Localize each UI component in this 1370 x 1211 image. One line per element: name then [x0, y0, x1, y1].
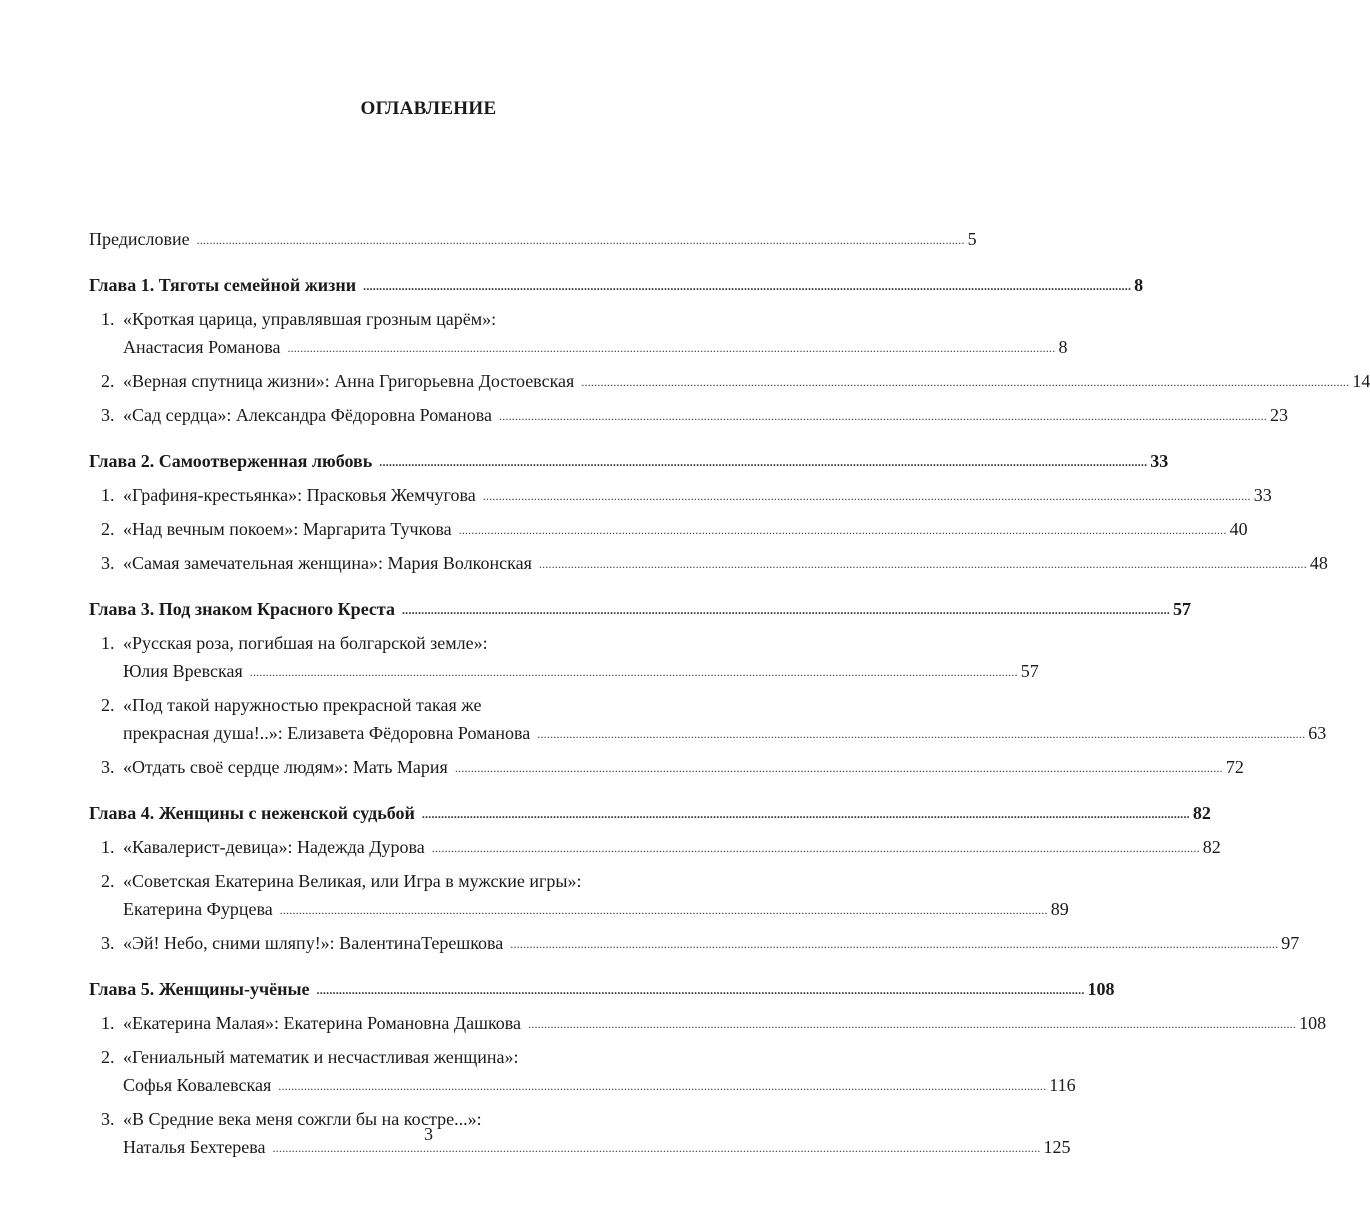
- toc-entry-line-page: 125: [1043, 1137, 1071, 1157]
- toc-entry-line: [89, 401, 1288, 429]
- entry-text: «Графиня-крестьянка»: Прасковья Жемчугова: [123, 485, 476, 505]
- toc-entry: [89, 549, 1328, 577]
- dot-leader: ................................................................................................................................................................................................................................................: [279, 903, 1048, 917]
- chapter-spacer: [89, 781, 748, 799]
- toc-chapter-title: Глава 2. Самоотверженная любовь: [89, 451, 373, 471]
- toc-entry-line-title: [101, 515, 452, 543]
- page-title: ОГЛАВЛЕНИЕ: [360, 98, 497, 119]
- toc-entry-line-page: 48: [1309, 553, 1328, 573]
- toc-entry: [89, 481, 1272, 509]
- entry-text: «Под такой наружностью прекрасной такая же: [123, 695, 482, 715]
- toc-chapter-title: Глава 4. Женщины с неженской судьбой: [89, 803, 415, 823]
- toc-entry-line-page: 63: [1308, 723, 1327, 743]
- dot-leader: ................................................................................................................................................................................................................................................: [431, 841, 1200, 855]
- toc-entry-line: [89, 515, 1248, 543]
- entry-text: «Кавалерист-девица»: Надежда Дурова: [123, 837, 425, 857]
- toc-chapter: [89, 799, 1211, 827]
- toc-entry-line-page: 97: [1281, 933, 1300, 953]
- toc-chapter-page: 57: [1172, 599, 1191, 619]
- dot-leader: ................................................................................................................................................................................................................................................: [538, 557, 1307, 571]
- entry-text: «Эй! Небо, сними шляпу!»: ВалентинаТерешкова: [123, 933, 504, 953]
- dot-leader: ................................................................................................................................................................................................................................................: [272, 1141, 1041, 1155]
- toc-chapter-page: 33: [1150, 451, 1169, 471]
- toc-entry-line: [89, 867, 748, 895]
- entry-number: 2.: [101, 371, 115, 391]
- entry-number: 3.: [101, 933, 115, 953]
- dot-leader: ................................................................................................................................................................................................................................................: [482, 489, 1251, 503]
- toc-entry-line-title: [101, 367, 575, 395]
- entry-number: 1.: [101, 837, 115, 857]
- dot-leader: ................................................................................................................................................................................................................................................: [421, 807, 1190, 821]
- toc-entry-line-page: 8: [1058, 337, 1068, 357]
- toc-entry-line-page: 14: [1352, 371, 1370, 391]
- toc-entry-line: [89, 753, 1244, 781]
- dot-leader: ................................................................................................................................................................................................................................................: [316, 983, 1085, 997]
- toc-chapter: [89, 595, 1191, 623]
- dot-leader: ................................................................................................................................................................................................................................................: [401, 603, 1170, 617]
- toc-entry-line-page: 40: [1229, 519, 1248, 539]
- toc-entry-line: [89, 691, 748, 719]
- toc-entry-line: [89, 549, 1328, 577]
- dot-leader: ................................................................................................................................................................................................................................................: [363, 279, 1132, 293]
- entry-text: «Сад сердца»: Александра Фёдоровна Романова: [123, 405, 492, 425]
- toc-entry: [89, 929, 1300, 957]
- entry-number: 2.: [101, 519, 115, 539]
- toc-entry-line-page: 57: [1020, 661, 1039, 681]
- entry-number: 3.: [101, 553, 115, 573]
- table-of-contents: [89, 225, 1370, 1161]
- toc-entry-line-title: Анастасия Романова: [123, 337, 281, 357]
- toc-entry-line: [89, 657, 1039, 685]
- toc-entry-line-title: [101, 401, 492, 429]
- toc-entry-line: [89, 719, 1327, 747]
- toc-entry-line-title: [101, 929, 504, 957]
- chapter-spacer: [89, 577, 748, 595]
- toc-entry-line-page: 116: [1049, 1075, 1076, 1095]
- toc-entry-line-page: 33: [1253, 485, 1272, 505]
- toc-entry: [89, 691, 1327, 747]
- toc-entry-line-title: [101, 549, 532, 577]
- toc-entry: [89, 833, 1221, 861]
- dot-leader: ................................................................................................................................................................................................................................................: [510, 937, 1279, 951]
- toc-entry: [89, 1009, 1327, 1037]
- entry-number: 2.: [101, 1047, 115, 1067]
- toc-entry: [89, 753, 1244, 781]
- toc-entry: [89, 515, 1248, 543]
- toc-entry-line: [89, 833, 1221, 861]
- entry-number: 2.: [101, 871, 115, 891]
- chapter-spacer: [89, 429, 748, 447]
- toc-entry: [89, 367, 1370, 395]
- page-number: 3: [424, 1124, 433, 1144]
- toc-entry-line: [89, 481, 1272, 509]
- dot-leader: ................................................................................................................................................................................................................................................: [196, 233, 965, 247]
- entry-text: «Самая замечательная женщина»: Мария Волконская: [123, 553, 532, 573]
- entry-number: 1.: [101, 1013, 115, 1033]
- dot-leader: ................................................................................................................................................................................................................................................: [379, 455, 1148, 469]
- dot-leader: ................................................................................................................................................................................................................................................: [454, 761, 1223, 775]
- entry-number: 1.: [101, 309, 115, 329]
- toc-entry-line-page: 23: [1270, 405, 1288, 425]
- toc-chapter: [89, 271, 1144, 299]
- entry-text: «Русская роза, погибшая на болгарской земле»:: [123, 633, 488, 653]
- toc-entry-line: [89, 367, 1370, 395]
- toc-entry-line-title: [101, 1009, 522, 1037]
- entry-text: «Советская Екатерина Великая, или Игра в мужские игры»:: [123, 871, 582, 891]
- toc-entry: [89, 401, 1288, 429]
- entry-number: 3.: [101, 405, 115, 425]
- chapter-spacer: [89, 957, 748, 975]
- dot-leader: ................................................................................................................................................................................................................................................: [537, 727, 1306, 741]
- dot-leader: ................................................................................................................................................................................................................................................: [458, 523, 1227, 537]
- entry-text: «Кроткая царица, управлявшая грозным царём»:: [123, 309, 497, 329]
- entry-number: 3.: [101, 1109, 115, 1129]
- toc-entry: [89, 629, 1039, 685]
- entry-text: «Екатерина Малая»: Екатерина Романовна Дашкова: [123, 1013, 522, 1033]
- toc-entry-line-title: [101, 833, 425, 861]
- toc-preface-title: Предисловие: [89, 229, 190, 249]
- toc-entry: [89, 867, 1069, 923]
- toc-chapter-page: 8: [1134, 275, 1144, 295]
- chapter-spacer: [89, 253, 748, 271]
- toc-entry-line-title: Юлия Вревская: [123, 661, 243, 681]
- toc-entry-line: [89, 1071, 1076, 1099]
- toc-entry-line-page: 82: [1202, 837, 1221, 857]
- toc-preface-page: 5: [967, 229, 977, 249]
- entry-text: «Над вечным покоем»: Маргарита Тучкова: [123, 519, 452, 539]
- dot-leader: ................................................................................................................................................................................................................................................: [581, 375, 1350, 389]
- toc-entry-line-title: прекрасная душа!..»: Елизавета Фёдоровна Романова: [123, 723, 531, 743]
- toc-chapter-page: 108: [1087, 979, 1115, 999]
- toc-entry-line-title: Екатерина Фурцева: [123, 899, 273, 919]
- toc-entry-line-title: [101, 753, 448, 781]
- toc-chapter: [89, 975, 1115, 1003]
- toc-chapter-title: Глава 1. Тяготы семейной жизни: [89, 275, 357, 295]
- entry-text: «В Средние века меня сожгли бы на костре...»:: [123, 1109, 482, 1129]
- toc-chapter-title: Глава 3. Под знаком Красного Креста: [89, 599, 395, 619]
- dot-leader: ................................................................................................................................................................................................................................................: [499, 409, 1267, 423]
- dot-leader: ................................................................................................................................................................................................................................................: [249, 665, 1018, 679]
- toc-entry-line: [89, 305, 748, 333]
- toc-entry: [89, 305, 1068, 361]
- dot-leader: ................................................................................................................................................................................................................................................: [278, 1079, 1047, 1093]
- toc-chapter-page: 82: [1192, 803, 1211, 823]
- toc-entry-line-title: [101, 481, 476, 509]
- entry-number: 1.: [101, 633, 115, 653]
- entry-text: «Верная спутница жизни»: Анна Григорьевна Достоевская: [123, 371, 575, 391]
- toc-chapter: [89, 447, 1169, 475]
- toc-entry-line-page: 89: [1050, 899, 1069, 919]
- toc-entry-line: [89, 1009, 1327, 1037]
- dot-leader: ................................................................................................................................................................................................................................................: [528, 1017, 1297, 1031]
- entry-text: «Отдать своё сердце людям»: Мать Мария: [123, 757, 448, 777]
- toc-preface: [89, 225, 977, 253]
- dot-leader: ................................................................................................................................................................................................................................................: [287, 341, 1056, 355]
- entry-number: 2.: [101, 695, 115, 715]
- toc-entry-line: [89, 333, 1068, 361]
- toc-entry-line-title: Наталья Бехтерева: [123, 1137, 266, 1157]
- entry-number: 1.: [101, 485, 115, 505]
- toc-entry-line-page: 72: [1225, 757, 1244, 777]
- toc-chapter-title: Глава 5. Женщины-учёные: [89, 979, 310, 999]
- toc-entry-line-page: 108: [1299, 1013, 1327, 1033]
- toc-entry-line-title: Софья Ковалевская: [123, 1075, 272, 1095]
- entry-number: 3.: [101, 757, 115, 777]
- entry-text: «Гениальный математик и несчастливая женщина»:: [123, 1047, 519, 1067]
- toc-entry-line: [89, 629, 748, 657]
- toc-entry-line: [89, 1043, 748, 1071]
- toc-entry-line: [89, 929, 1300, 957]
- toc-entry: [89, 1043, 1076, 1099]
- toc-entry-line: [89, 895, 1069, 923]
